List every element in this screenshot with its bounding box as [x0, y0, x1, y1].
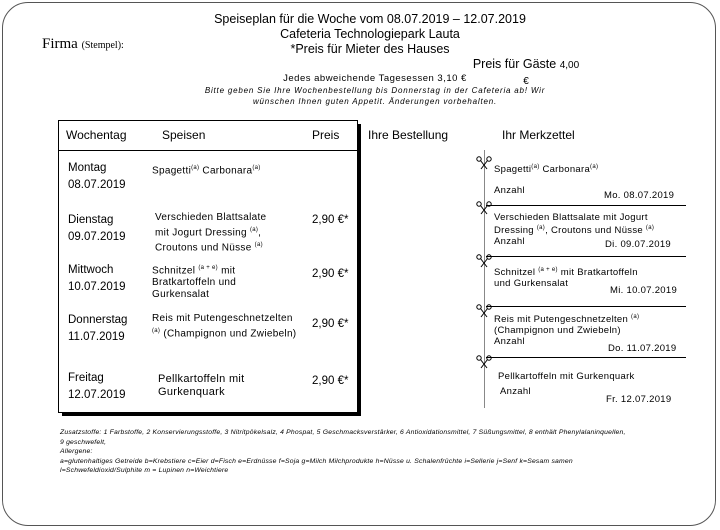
other-meal-price: Jedes abweichende Tagesessen 3,10 € [283, 73, 467, 84]
dish-line: Gurkenquark [158, 386, 225, 398]
allergen-marker: (a) [191, 165, 200, 171]
table-row-day [68, 160, 126, 194]
dish-line [152, 325, 296, 340]
footer-line: l=Schwefeldioxid/Sulphite m = Lupinen n=Weichtiere [60, 467, 229, 474]
date: 08.07.2019 [68, 179, 126, 191]
memo-part: Schnitzel [494, 267, 536, 279]
memo-line: (Champignon und Zwiebeln) [494, 325, 621, 337]
dish-text [155, 212, 266, 255]
weekday: Donnerstag [68, 314, 128, 326]
memo-date: Mi. 10.07.2019 [610, 285, 678, 296]
price: 2,90 €* [312, 268, 349, 280]
scissors-icon [476, 156, 492, 170]
memo-date: Di. 09.07.2019 [605, 239, 671, 250]
memo-row-divider [486, 306, 686, 307]
allergen-marker: (a) [531, 164, 540, 170]
allergen-marker: (a) [536, 225, 546, 231]
dish-part: , [258, 227, 262, 239]
memo-part: , Croutons und Nüsse [545, 225, 643, 237]
memo-text: Pellkartoffeln mit Gurkenquark [498, 371, 635, 382]
allergen-marker: (a + e) [198, 265, 218, 271]
memo-quantity: Anzahl [494, 185, 525, 196]
memo-quantity: Anzahl [494, 336, 525, 348]
dish-text [158, 373, 245, 399]
price: 2,90 €* [312, 318, 349, 330]
cut-line [484, 150, 485, 408]
dish-line: Reis mit Putengeschnetzelten [152, 313, 293, 324]
table-row-day [68, 370, 126, 404]
dish-part: mit [217, 265, 236, 277]
table-shadow-bottom [62, 413, 361, 416]
memo-line [494, 312, 639, 325]
dish-line: Bratkartoffeln und [152, 277, 237, 289]
table-row-day [68, 312, 127, 346]
memo-part: Reis mit Putengeschnetzelten [494, 314, 629, 326]
col-header-price: Preis [312, 128, 340, 142]
allergen-marker: (a) [249, 227, 259, 233]
scissors-icon [476, 201, 492, 215]
allergen-marker: (a) [645, 225, 655, 231]
memo-date: Mo. 08.07.2019 [604, 190, 675, 201]
order-note [140, 85, 610, 107]
memo-text [494, 162, 598, 175]
order-note-line-2: wünschen Ihnen guten Appetit. Änderungen vorbehalten. [252, 97, 498, 106]
dish-line [155, 239, 266, 254]
cafeteria-name: Cafeteria Technologiepark Lauta [280, 27, 460, 41]
allergen-marker: (a) [590, 164, 599, 170]
footer-line: 9 geschwefelt, [60, 438, 107, 446]
order-note-line-1: Bitte geben Sie Ihre Wochenbestellung bis Donnerstag in der Cafeteria ab! Wir [204, 86, 546, 95]
col-header-dishes: Speisen [162, 128, 206, 142]
table-left-border [58, 120, 59, 413]
footer-line: Zusatzstoffe: 1 Farbstoffe, 2 Konservierungsstoffe, 3 Nitritpökelsalz, 4 Phospat, 5 Geschmacksverstärker, 6 Antioxidationsmittel, 7 Süßungsmittel, 8 enthält Phenylalaninquellen, [60, 429, 626, 436]
scissors-icon [476, 254, 492, 268]
guest-price-value: 4,00 € [523, 60, 580, 87]
dish-text [152, 162, 261, 177]
stamp-label: (Stempel): [81, 40, 124, 51]
date: 09.07.2019 [68, 231, 126, 243]
weekday: Freitag [68, 372, 104, 384]
weekday: Mittwoch [68, 264, 114, 276]
menu-title: Speiseplan für die Woche vom 08.07.2019 – 12.07.2019 [214, 12, 526, 26]
memo-quantity: Anzahl [494, 236, 525, 248]
allergen-marker: (a) [631, 314, 640, 320]
footer-additives [60, 428, 700, 476]
col-header-day: Wochentag [66, 128, 127, 142]
dish-part: Croutons und Nüsse [155, 242, 252, 254]
dish-part: Schnitzel [152, 265, 196, 277]
allergen-marker: (a + e) [538, 267, 558, 273]
memo-row-divider [486, 357, 686, 358]
table-row-day [68, 212, 126, 246]
col-header-memo: Ihr Merkzettel [502, 128, 575, 142]
date: 11.07.2019 [68, 331, 125, 343]
scissors-icon [476, 355, 492, 369]
memo-line: Verschieden Blattsalate mit Jogurt [494, 212, 648, 223]
weekday: Montag [68, 162, 107, 174]
weekday: Dienstag [68, 214, 114, 226]
footer-line: a=glutenhaltiges Getreide b=Krebstiere c=Eier d=Fisch e=Erdnüsse f=Soja g=Milch Milchprodukte h=Nüsse u. Schalenfrüchte i=Sellerie j=Senf k=Sesam samen [60, 457, 573, 465]
firma-label: Firma [42, 36, 78, 52]
dish-text [152, 313, 296, 340]
firma-stamp-label [42, 36, 124, 53]
memo-line: und Gurkensalat [494, 278, 569, 290]
dish-part: (Champignon und Zwiebeln) [160, 328, 297, 340]
allergen-marker: (a) [254, 242, 263, 249]
table-header-divider [58, 150, 358, 151]
dish-part: Carbonara [199, 165, 253, 177]
dish-line [152, 262, 236, 277]
tenant-price-note: *Preis für Mieter des Hauses [290, 42, 450, 56]
dish-line [155, 224, 266, 239]
table-top-border [58, 120, 358, 121]
dish-line: Gurkensalat [152, 289, 210, 301]
footer-line: Allergene: [60, 448, 93, 455]
dish-part: Spagetti [152, 165, 192, 177]
table-shadow-right [358, 124, 361, 416]
date: 12.07.2019 [68, 389, 126, 401]
allergen-marker: (a) [252, 165, 261, 171]
memo-text [494, 312, 639, 347]
allergen-marker: (a) [152, 328, 161, 334]
price: 2,90 €* [312, 214, 349, 226]
memo-part: Spagetti [494, 164, 532, 176]
dish-part: mit Jogurt Dressing [155, 227, 247, 239]
dish-text [152, 262, 236, 301]
memo-line [494, 223, 654, 236]
price: 2,90 €* [312, 375, 349, 387]
col-header-order: Ihre Bestellung [368, 128, 449, 142]
dish-line: Pellkartoffeln mit [158, 373, 245, 385]
table-row-day [68, 262, 126, 296]
memo-row-divider [486, 205, 686, 206]
guest-price-label: Preis für Gäste [472, 57, 557, 71]
memo-row-divider [486, 256, 686, 257]
dish-line: Verschieden Blattsalate [155, 212, 267, 223]
memo-part: Carbonara [539, 164, 591, 176]
memo-date: Do. 11.07.2019 [608, 343, 677, 354]
memo-part: mit Bratkartoffeln [557, 267, 638, 279]
scissors-icon [476, 304, 492, 318]
memo-line [494, 265, 638, 278]
date: 10.07.2019 [68, 281, 126, 293]
memo-date: Fr. 12.07.2019 [606, 394, 672, 405]
memo-part: Dressing [494, 225, 534, 237]
memo-quantity: Anzahl [500, 386, 531, 397]
